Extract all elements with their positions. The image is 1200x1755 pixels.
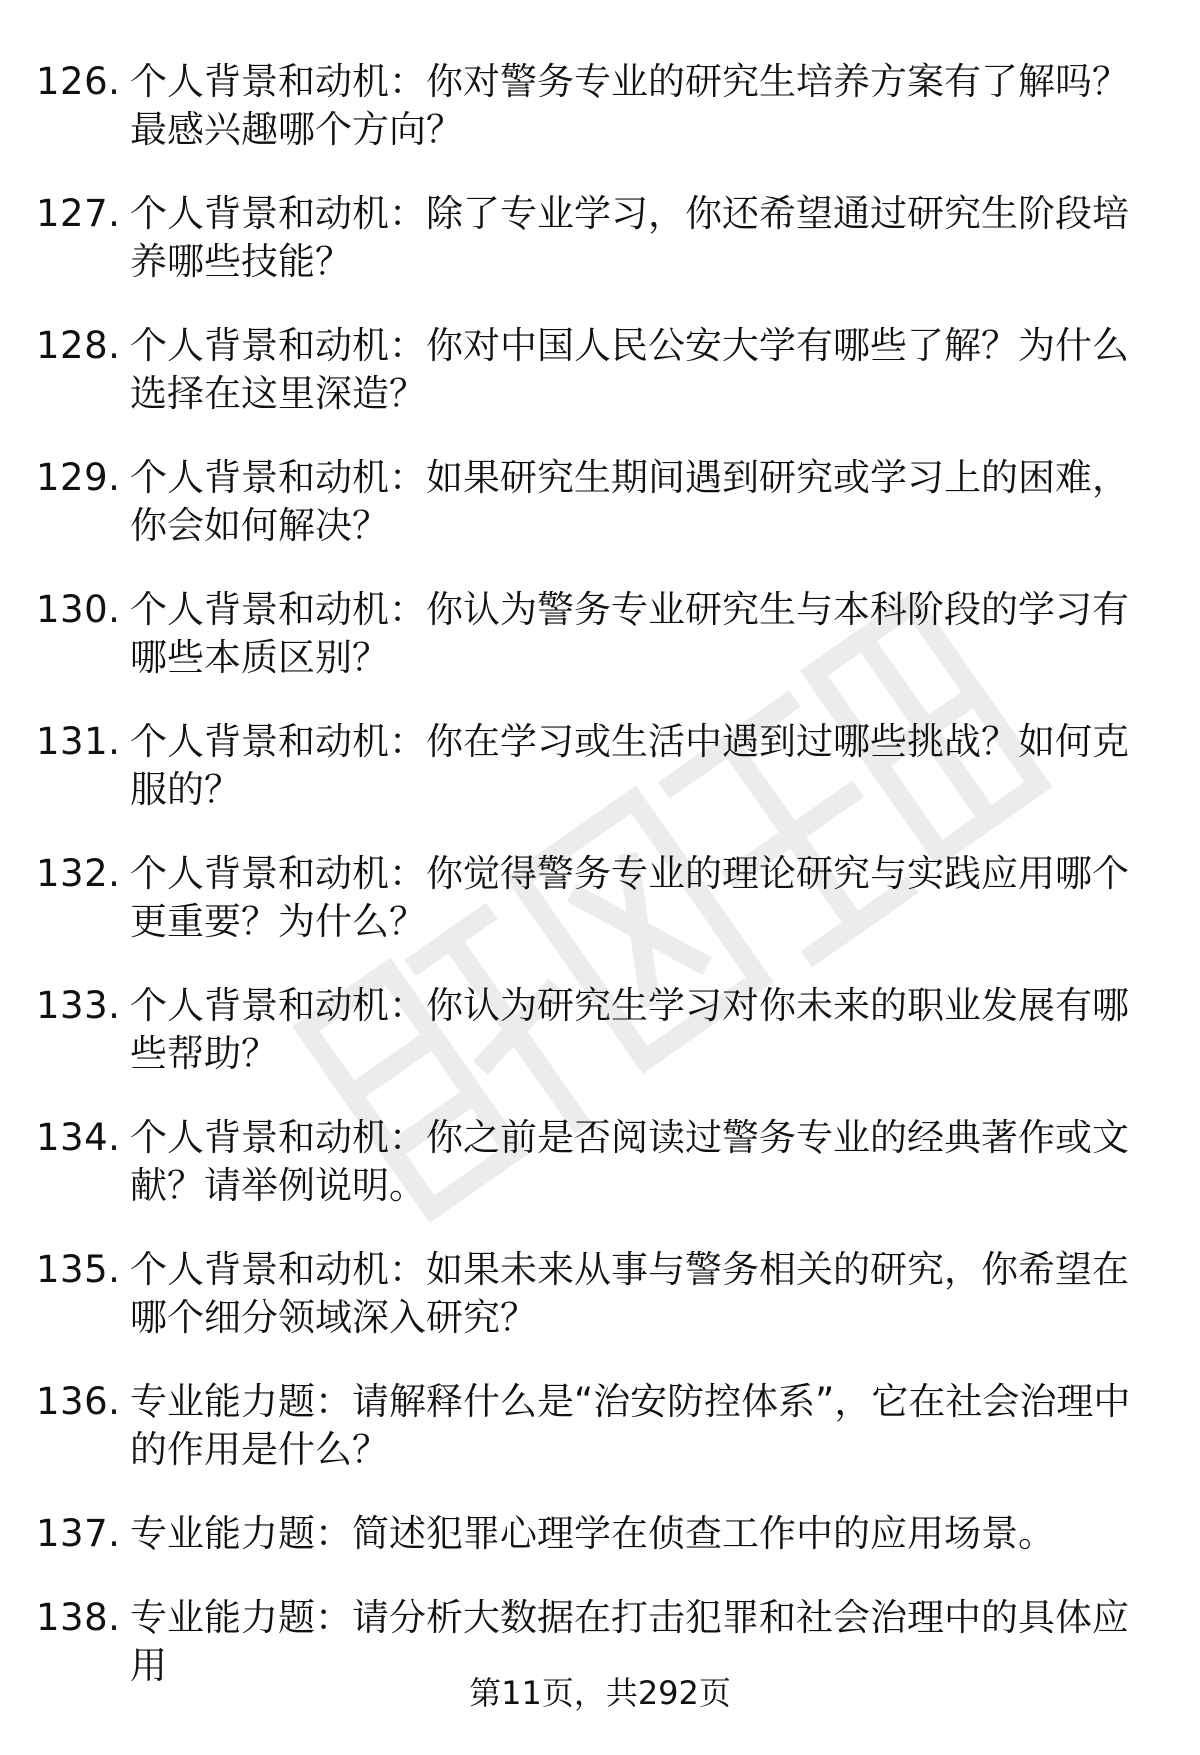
question-text: 专业能力题：请分析大数据在打击犯罪和社会治理中的具体应用 bbox=[130, 1596, 1129, 1687]
question-text: 个人背景和动机：你之前是否阅读过警务专业的经典著作或文献？请举例说明。 bbox=[130, 1116, 1129, 1207]
question-text: 个人背景和动机：如果研究生期间遇到研究或学习上的困难，你会如何解决？ bbox=[130, 456, 1129, 547]
question-number: 129. bbox=[36, 456, 121, 499]
question-text: 个人背景和动机：你在学习或生活中遇到过哪些挑战？如何克服的？ bbox=[130, 720, 1129, 811]
question-item bbox=[36, 1114, 1156, 1210]
question-number: 130. bbox=[36, 588, 121, 631]
question-text: 个人背景和动机：你觉得警务专业的理论研究与实践应用哪个更重要？为什么？ bbox=[130, 852, 1129, 943]
question-number: 136. bbox=[36, 1380, 121, 1423]
question-item bbox=[36, 58, 1156, 154]
question-number: 127. bbox=[36, 192, 121, 235]
question-number: 137. bbox=[36, 1512, 121, 1555]
question-item bbox=[36, 586, 1156, 682]
question-item bbox=[36, 190, 1156, 286]
question-item bbox=[36, 454, 1156, 550]
question-number: 134. bbox=[36, 1116, 121, 1159]
question-number: 132. bbox=[36, 852, 121, 895]
question-number: 126. bbox=[36, 60, 121, 103]
question-item bbox=[36, 850, 1156, 946]
question-number: 131. bbox=[36, 720, 121, 763]
question-text: 个人背景和动机：如果未来从事与警务相关的研究，你希望在哪个细分领域深入研究？ bbox=[130, 1248, 1129, 1339]
question-text: 个人背景和动机：除了专业学习，你还希望通过研究生阶段培养哪些技能？ bbox=[130, 192, 1129, 283]
page-number-footer: 第11页，共292页 bbox=[469, 1674, 731, 1712]
question-item bbox=[36, 322, 1156, 418]
question-text: 个人背景和动机：你对中国人民公安大学有哪些了解？为什么选择在这里深造？ bbox=[130, 324, 1129, 415]
question-text: 个人背景和动机：你认为警务专业研究生与本科阶段的学习有哪些本质区别？ bbox=[130, 588, 1129, 679]
question-text: 专业能力题：简述犯罪心理学在侦查工作中的应用场景。 bbox=[130, 1512, 1055, 1555]
question-item bbox=[36, 1510, 1156, 1558]
question-item bbox=[36, 1246, 1156, 1342]
question-number: 135. bbox=[36, 1248, 121, 1291]
question-item bbox=[36, 718, 1156, 814]
question-text: 个人背景和动机：你认为研究生学习对你未来的职业发展有哪些帮助？ bbox=[130, 984, 1129, 1075]
question-item bbox=[36, 982, 1156, 1078]
question-number: 138. bbox=[36, 1596, 121, 1639]
question-text: 个人背景和动机：你对警务专业的研究生培养方案有了解吗？最感兴趣哪个方向？ bbox=[130, 60, 1129, 151]
question-number: 128. bbox=[36, 324, 121, 367]
question-text: 专业能力题：请解释什么是“治安防控体系”，它在社会治理中的作用是什么？ bbox=[130, 1380, 1131, 1471]
question-item bbox=[36, 1378, 1156, 1474]
question-number: 133. bbox=[36, 984, 121, 1027]
question-list bbox=[36, 58, 1156, 1726]
